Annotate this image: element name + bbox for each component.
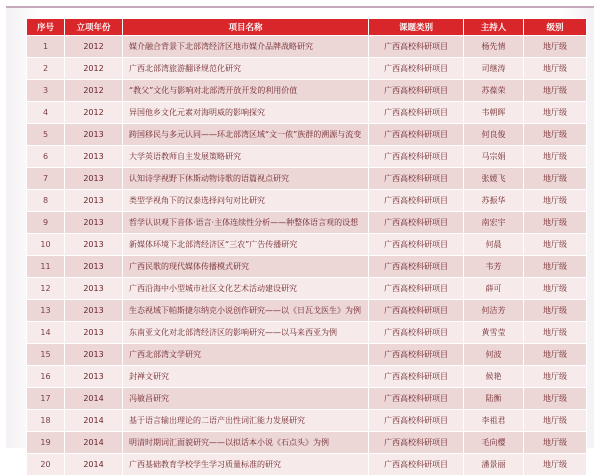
cell-name: 广西基础教育学校学生学习质量标准的研究 (123, 454, 369, 476)
cell-no: 9 (27, 212, 65, 234)
table-row (27, 58, 587, 80)
document-frame (6, 6, 594, 469)
cell-host: 陆衡 (464, 388, 524, 410)
cell-name: 生态视域下帕斯捷尔纳克小说创作研究——以《日瓦戈医生》为例 (123, 300, 369, 322)
cell-level: 地厅级 (524, 36, 587, 58)
table-row (27, 168, 587, 190)
cell-no: 8 (27, 190, 65, 212)
cell-year: 2013 (65, 212, 123, 234)
header-row (27, 19, 587, 36)
cell-category: 广西高校科研项目 (369, 146, 464, 168)
cell-no: 6 (27, 146, 65, 168)
cell-no: 15 (27, 344, 65, 366)
cell-host: 何洁芳 (464, 300, 524, 322)
cell-category: 广西高校科研项目 (369, 124, 464, 146)
table-row (27, 80, 587, 102)
header-name: 项目名称 (123, 19, 369, 36)
cell-level: 地厅级 (524, 388, 587, 410)
cell-host: 何良俊 (464, 124, 524, 146)
cell-name: 冯敏昌研究 (123, 388, 369, 410)
cell-host: 张媛飞 (464, 168, 524, 190)
cell-year: 2013 (65, 256, 123, 278)
cell-category: 广西高校科研项目 (369, 36, 464, 58)
cell-year: 2012 (65, 102, 123, 124)
cell-name: 跨国移民与多元认同——环北部湾区域“文一侬”族群的溯源与流变 (123, 124, 369, 146)
header-year: 立项年份 (65, 19, 123, 36)
cell-level: 地厅级 (524, 300, 587, 322)
table-row (27, 410, 587, 432)
cell-category: 广西高校科研项目 (369, 454, 464, 476)
cell-host: 何波 (464, 344, 524, 366)
cell-year: 2014 (65, 454, 123, 476)
header-host: 主持人 (464, 19, 524, 36)
table-row (27, 146, 587, 168)
project-table (26, 18, 587, 476)
table-row (27, 388, 587, 410)
cell-year: 2013 (65, 190, 123, 212)
cell-level: 地厅级 (524, 278, 587, 300)
cell-host: 韦芳 (464, 256, 524, 278)
cell-level: 地厅级 (524, 322, 587, 344)
table-row (27, 344, 587, 366)
cell-no: 4 (27, 102, 65, 124)
cell-name: 广西沿海中小型城市社区文化艺术活动建设研究 (123, 278, 369, 300)
cell-year: 2013 (65, 278, 123, 300)
header-no: 序号 (27, 19, 65, 36)
table-row (27, 300, 587, 322)
cell-name: 大学英语教师自主发展策略研究 (123, 146, 369, 168)
cell-year: 2013 (65, 146, 123, 168)
table-row (27, 278, 587, 300)
cell-host: 韦朝晖 (464, 102, 524, 124)
cell-level: 地厅级 (524, 80, 587, 102)
cell-category: 广西高校科研项目 (369, 278, 464, 300)
table-row (27, 124, 587, 146)
cell-level: 地厅级 (524, 344, 587, 366)
cell-year: 2012 (65, 36, 123, 58)
cell-year: 2012 (65, 80, 123, 102)
cell-name: 基于语言输出理论的二语产出性词汇能力发展研究 (123, 410, 369, 432)
cell-no: 11 (27, 256, 65, 278)
cell-host: 潘景丽 (464, 454, 524, 476)
cell-name: 媒介融合背景下北部湾经济区地市媒介品牌战略研究 (123, 36, 369, 58)
cell-no: 10 (27, 234, 65, 256)
cell-year: 2013 (65, 300, 123, 322)
cell-level: 地厅级 (524, 234, 587, 256)
cell-no: 19 (27, 432, 65, 454)
cell-year: 2013 (65, 322, 123, 344)
cell-host: 马宗娟 (464, 146, 524, 168)
cell-year: 2013 (65, 344, 123, 366)
cell-name: 哲学认识观下音体·语言·主体连续性分析——种整体语言观的设想 (123, 212, 369, 234)
cell-category: 广西高校科研项目 (369, 410, 464, 432)
cell-year: 2014 (65, 410, 123, 432)
cell-name: 认知诗学视野下休斯动物诗歌的语篇视点研究 (123, 168, 369, 190)
cell-year: 2013 (65, 366, 123, 388)
table-row (27, 432, 587, 454)
cell-category: 广西高校科研项目 (369, 168, 464, 190)
cell-no: 5 (27, 124, 65, 146)
table-row (27, 454, 587, 476)
cell-level: 地厅级 (524, 190, 587, 212)
cell-level: 地厅级 (524, 410, 587, 432)
cell-level: 地厅级 (524, 454, 587, 476)
cell-level: 地厅级 (524, 124, 587, 146)
cell-category: 广西高校科研项目 (369, 212, 464, 234)
cell-no: 18 (27, 410, 65, 432)
cell-host: 黄雪莹 (464, 322, 524, 344)
cell-level: 地厅级 (524, 168, 587, 190)
cell-level: 地厅级 (524, 146, 587, 168)
cell-level: 地厅级 (524, 432, 587, 454)
header-category: 课题类别 (369, 19, 464, 36)
cell-category: 广西高校科研项目 (369, 300, 464, 322)
cell-name: 明清时期词汇面貌研究——以拟话本小说《石点头》为例 (123, 432, 369, 454)
cell-category: 广西高校科研项目 (369, 366, 464, 388)
cell-year: 2014 (65, 432, 123, 454)
cell-no: 16 (27, 366, 65, 388)
cell-name: “教父”文化与影响对北部湾开放开发的利用价值 (123, 80, 369, 102)
cell-name: 广西民歌的现代媒体传播模式研究 (123, 256, 369, 278)
cell-category: 广西高校科研项目 (369, 344, 464, 366)
table-row (27, 36, 587, 58)
cell-category: 广西高校科研项目 (369, 322, 464, 344)
cell-category: 广西高校科研项目 (369, 388, 464, 410)
cell-host: 毛向樱 (464, 432, 524, 454)
cell-level: 地厅级 (524, 256, 587, 278)
table-row (27, 102, 587, 124)
cell-level: 地厅级 (524, 366, 587, 388)
cell-no: 13 (27, 300, 65, 322)
cell-name: 异国他乡文化元素对海明威的影响探究 (123, 102, 369, 124)
cell-name: 广西北部湾旅游翻译规范化研究 (123, 58, 369, 80)
cell-name: 封禅文研究 (123, 366, 369, 388)
cell-no: 3 (27, 80, 65, 102)
cell-level: 地厅级 (524, 58, 587, 80)
cell-category: 广西高校科研项目 (369, 190, 464, 212)
cell-category: 广西高校科研项目 (369, 80, 464, 102)
cell-level: 地厅级 (524, 102, 587, 124)
cell-no: 12 (27, 278, 65, 300)
table-row (27, 256, 587, 278)
table-row (27, 366, 587, 388)
table-row (27, 190, 587, 212)
cell-category: 广西高校科研项目 (369, 58, 464, 80)
header-level: 级别 (524, 19, 587, 36)
table-row (27, 322, 587, 344)
cell-host: 何晨 (464, 234, 524, 256)
cell-host: 薛可 (464, 278, 524, 300)
cell-year: 2012 (65, 58, 123, 80)
cell-host: 李祖君 (464, 410, 524, 432)
table-row (27, 212, 587, 234)
cell-host: 苏振华 (464, 190, 524, 212)
cell-no: 20 (27, 454, 65, 476)
cell-category: 广西高校科研项目 (369, 234, 464, 256)
cell-year: 2013 (65, 234, 123, 256)
table-row (27, 234, 587, 256)
cell-name: 东南亚文化对北部湾经济区的影响研究——以马来西亚为例 (123, 322, 369, 344)
cell-category: 广西高校科研项目 (369, 256, 464, 278)
table-body (27, 36, 587, 476)
cell-host: 司继涛 (464, 58, 524, 80)
cell-name: 新媒体环境下北部湾经济区“三农”广告传播研究 (123, 234, 369, 256)
cell-year: 2013 (65, 124, 123, 146)
cell-no: 1 (27, 36, 65, 58)
cell-no: 14 (27, 322, 65, 344)
cell-category: 广西高校科研项目 (369, 432, 464, 454)
cell-host: 苏葆荣 (464, 80, 524, 102)
cell-level: 地厅级 (524, 212, 587, 234)
cell-name: 广西北部湾文学研究 (123, 344, 369, 366)
cell-host: 南宏宇 (464, 212, 524, 234)
cell-category: 广西高校科研项目 (369, 102, 464, 124)
cell-year: 2013 (65, 168, 123, 190)
cell-host: 杨先情 (464, 36, 524, 58)
cell-no: 7 (27, 168, 65, 190)
cell-name: 类型学视角下的汉泰选择问句对比研究 (123, 190, 369, 212)
cell-no: 2 (27, 58, 65, 80)
cell-year: 2014 (65, 388, 123, 410)
cell-host: 候艳 (464, 366, 524, 388)
cell-no: 17 (27, 388, 65, 410)
